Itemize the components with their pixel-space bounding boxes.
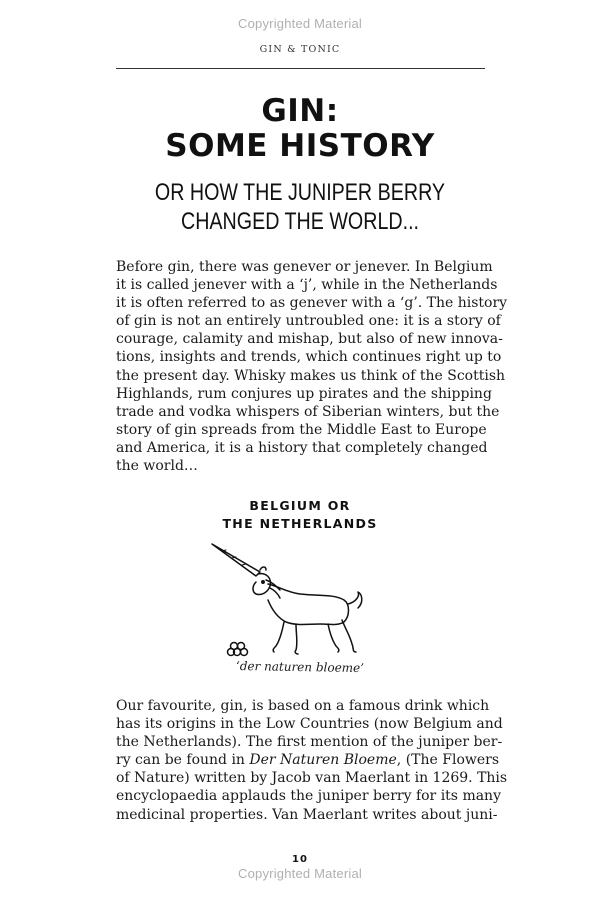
belgium-line: Our favourite, gin, is based on a famous drink which [116,698,490,714]
watermark-top: Copyrighted Material [238,16,362,31]
intro-line: of gin is not an entirely untroubled one: it is a story of [116,313,501,330]
line-text: , (The Flowers [396,752,500,769]
unicorn-leg [273,622,284,652]
page-number: 10 [292,854,308,865]
chapter-title-line-2: SOME HISTORY [165,128,435,164]
belgium-line: has its origins in the Low Countries (now Belgium and [116,716,503,733]
intro-line: it is called jenever with a ‘j’, while in the Netherlands [116,277,498,294]
line-text: ry can be found in [116,752,250,769]
illustration-caption: ‘der naturen bloeme’ [235,658,365,676]
intro-line: Highlands, rum conjures up pirates and the shipping [116,385,492,402]
unicorn-horn [212,544,260,576]
chapter-title [0,94,600,164]
section-heading-line-2: THE NETHERLANDS [222,516,378,531]
intro-line: and America, it is a history that completely changed [116,439,488,456]
intro-line: Before gin, there was genever or jenever. In Belgium [116,259,493,275]
belgium-line [116,751,500,769]
section-heading [0,497,600,533]
juniper-berry [241,649,248,656]
unicorn-leg [342,620,356,652]
belgium-line: of Nature) written by Jacob van Maerlant in 1269. This [116,770,508,787]
chapter-subtitle-line-2: CHANGED THE WORLD... [180,208,420,235]
belgium-line: medicinal properties. Van Maerlant writes about juni- [116,806,498,823]
intro-line: courage, calamity and mishap, but also of new innova- [116,331,503,348]
chapter-subtitle-line-1: OR HOW THE JUNIPER BERRY [154,179,446,206]
intro-line: story of gin spreads from the Middle East to Europe [116,421,487,438]
intro-paragraph [116,258,508,475]
section-heading-line-1: BELGIUM OR [249,498,351,513]
belgium-line: encyclopaedia applauds the juniper berry for its many [116,788,501,805]
unicorn-leg [328,624,339,652]
intro-line: the present day. Whisky makes us think of the Scottish [116,367,506,384]
watermark-bottom: Copyrighted Material [238,866,362,881]
unicorn-tail [348,592,362,608]
header-rule [116,68,485,69]
intro-line: the world… [116,458,198,475]
book-title: Der Naturen Bloeme [249,752,397,769]
unicorn-leg [295,624,298,654]
chapter-title-line-1: GIN: [261,93,339,129]
running-head: GIN & TONIC [259,44,341,55]
belgium-paragraph [116,697,508,824]
chapter-subtitle [54,178,546,236]
intro-line: it is often referred to as genever with a ‘g’. The history [116,295,508,312]
belgium-line: the Netherlands). The first mention of the juniper ber- [116,734,503,751]
intro-line: trade and vodka whispers of Siberian winters, but the [116,403,500,420]
intro-line: tions, insights and trends, which continues right up to [116,349,502,366]
